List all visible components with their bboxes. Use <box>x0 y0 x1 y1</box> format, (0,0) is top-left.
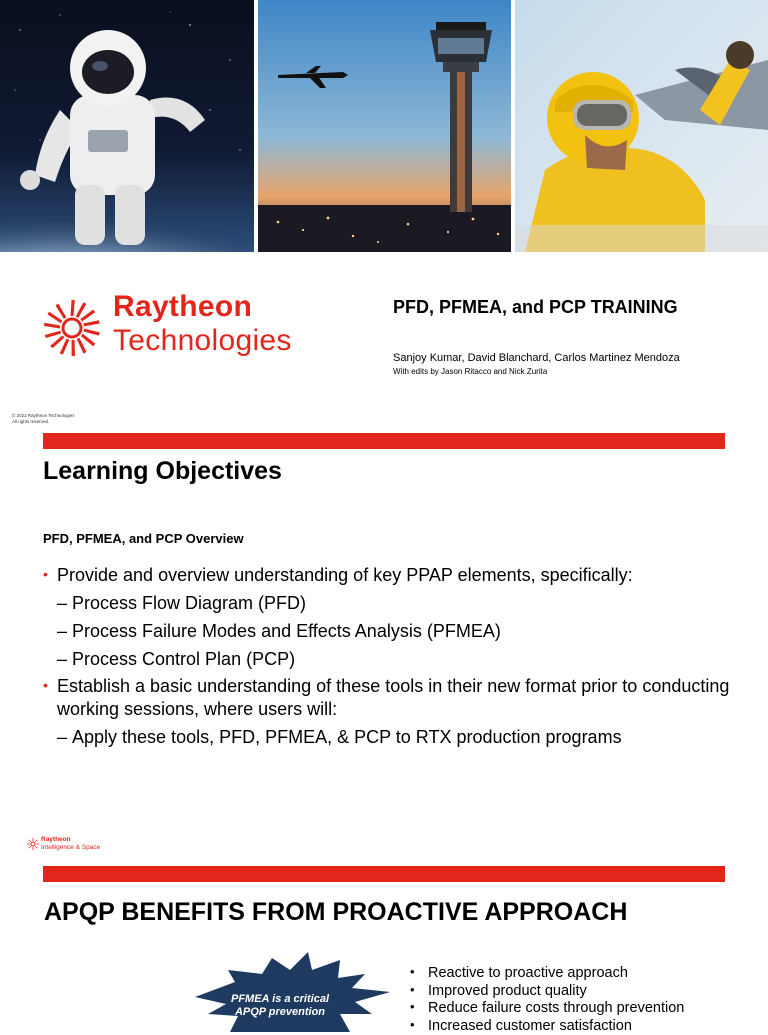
list-item: – Process Failure Modes and Effects Analysis (PFMEA) <box>43 620 733 643</box>
astronaut-photo <box>0 0 254 252</box>
raytheon-intelligence-space-logo <box>27 836 127 854</box>
raytheon-sunburst-small-icon <box>27 838 39 850</box>
copyright-line: © 2022 Raytheon Technologies <box>12 413 75 419</box>
list-item: • Reduce failure costs through prevention <box>408 1000 684 1018</box>
authors: Sanjoy Kumar, David Blanchard, Carlos Martinez Mendoza <box>393 352 680 364</box>
list-item: – Process Flow Diagram (PFD) <box>43 592 733 615</box>
list-item-text: Establish a basic understanding of these tools in their new format prior to conducting working sessions, where users will: <box>57 676 729 719</box>
list-item-text: Process Failure Modes and Effects Analysis (PFMEA) <box>72 621 501 641</box>
list-item-text: Process Control Plan (PCP) <box>72 649 295 669</box>
benefits-list <box>408 965 684 1035</box>
list-item-text: Apply these tools, PFD, PFMEA, & PCP to RTX production programs <box>72 727 622 747</box>
footer-logo-line2: Intelligence & Space <box>41 844 100 851</box>
callout-starburst <box>190 952 395 1032</box>
raytheon-sunburst-logo-icon <box>42 296 102 356</box>
list-item: • Increased customer satisfaction <box>408 1018 684 1035</box>
list-item: – Apply these tools, PFD, PFMEA, & PCP to RTX production programs <box>43 726 733 749</box>
flight-deck-crew-photo <box>515 0 768 252</box>
slide-title: APQP BENEFITS FROM PROACTIVE APPROACH <box>44 898 627 927</box>
copyright-notice <box>12 413 75 425</box>
raytheon-technologies-logo <box>42 294 312 366</box>
editors-note: With edits by Jason Ritacco and Nick Zurita <box>393 367 547 376</box>
objectives-list <box>43 560 733 749</box>
title-photo-strip <box>0 0 768 252</box>
list-item-text: Process Flow Diagram (PFD) <box>72 593 306 613</box>
list-item: • Improved product quality <box>408 983 684 1001</box>
callout-text: PFMEA is a critical APQP prevention <box>228 993 332 1018</box>
logo-wordmark-line2: Technologies <box>113 324 292 358</box>
slide-header-bar <box>43 433 725 449</box>
logo-wordmark-line1: Raytheon <box>113 290 252 324</box>
list-item-text: Provide and overview understanding of key PPAP elements, specifically: <box>57 565 633 585</box>
slide-title: Learning Objectives <box>43 457 282 486</box>
training-title: PFD, PFMEA, and PCP TRAINING <box>393 297 678 318</box>
list-item: – Process Control Plan (PCP) <box>43 648 733 671</box>
rights-line: All rights reserved. <box>12 419 75 425</box>
list-item <box>43 564 733 587</box>
control-tower-photo <box>258 0 511 252</box>
footer-logo-line1: Raytheon <box>41 836 71 843</box>
list-item <box>43 675 733 721</box>
slide-header-bar <box>43 866 725 882</box>
slide-subtitle: PFD, PFMEA, and PCP Overview <box>43 531 244 546</box>
list-item: • Reactive to proactive approach <box>408 965 684 983</box>
